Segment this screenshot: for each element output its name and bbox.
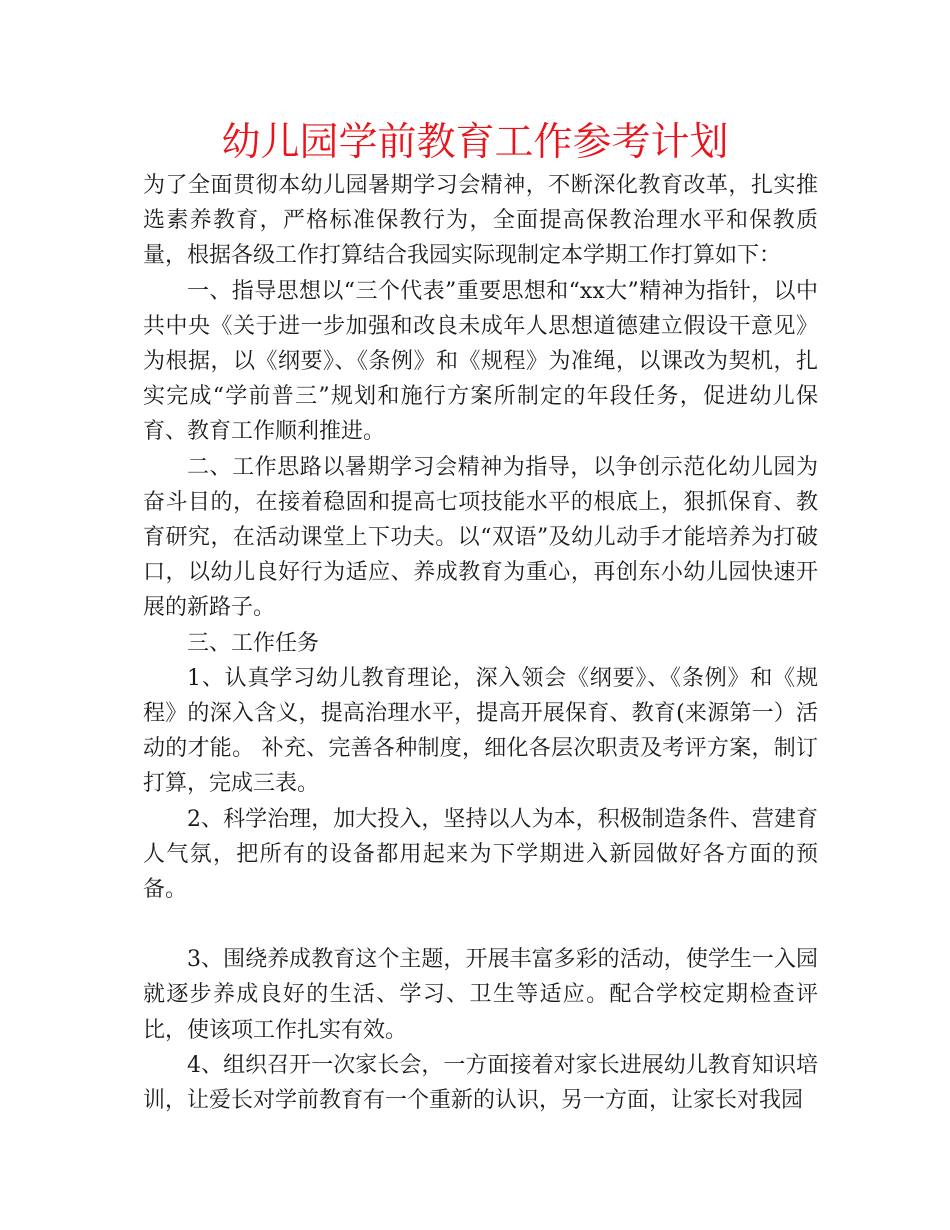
- intro-paragraph: 为了全面贯彻本幼儿园暑期学习会精神，不断深化教育改革，扎实推选素养教育，严格标准保教行为，全面提高保教治理水平和保教质量，根据各级工作打算结合我园实际现制定本学期工作打算如下：: [143, 173, 818, 269]
- blank-line: [143, 907, 818, 942]
- work-approach-paragraph: 二、工作思路以暑期学习会精神为指导，以争创示范化幼儿园为奋斗目的，在接着稳固和提高七项技能水平的根底上，狠抓保育、教育研究，在活动课堂上下功夫。以“双语”及幼儿动手才能培养为打破口，以幼儿良好行为适应、养成教育为重心，再创东小幼儿园快速开展的新路子。: [143, 454, 818, 621]
- work-tasks-heading: 三、工作任务: [187, 630, 320, 656]
- task-item-3: 3、围绕养成教育这个主题，开展丰富多彩的活动，使学生一入园就逐步养成良好的生活、学习、卫生等适应。配合学校定期检查评比，使该项工作扎实有效。: [143, 947, 818, 1043]
- guiding-ideology-paragraph: 一、指导思想以“三个代表”重要思想和“xx大”精神为指针，以中共中央《关于进一步加强和改良未成年人思想道德建立假设干意见》为根据，以《纲要》、《条例》和《规程》为准绳，以课改为契机，扎实完成“学前普三”规划和施行方案所制定的年段任务，促进幼儿保育、教育工作顺利推进。: [143, 278, 818, 445]
- task-item-4: 4、组织召开一次家长会，一方面接着对家长进展幼儿教育知识培训，让爱长对学前教育有一个重新的认识，另一方面，让家长对我园: [143, 1052, 818, 1114]
- task-item-1: 1、认真学习幼儿教育理论，深入领会《纲要》、《条例》和《规程》的深入含义，提高治理水平，提高开展保育、教育(来源第一）活动的才能。 补充、完善各种制度，细化各层次职责及考评方案，制订打算，完成三表。: [143, 665, 818, 797]
- task-item-2: 2、科学治理，加大投入，坚持以人为本，积极制造条件、营建育人气氛，把所有的设备都用起来为下学期进入新园做好各方面的预备。: [143, 806, 818, 903]
- document-body: [143, 168, 818, 1118]
- document-title: 幼儿园学前教育工作参考计划: [221, 120, 729, 165]
